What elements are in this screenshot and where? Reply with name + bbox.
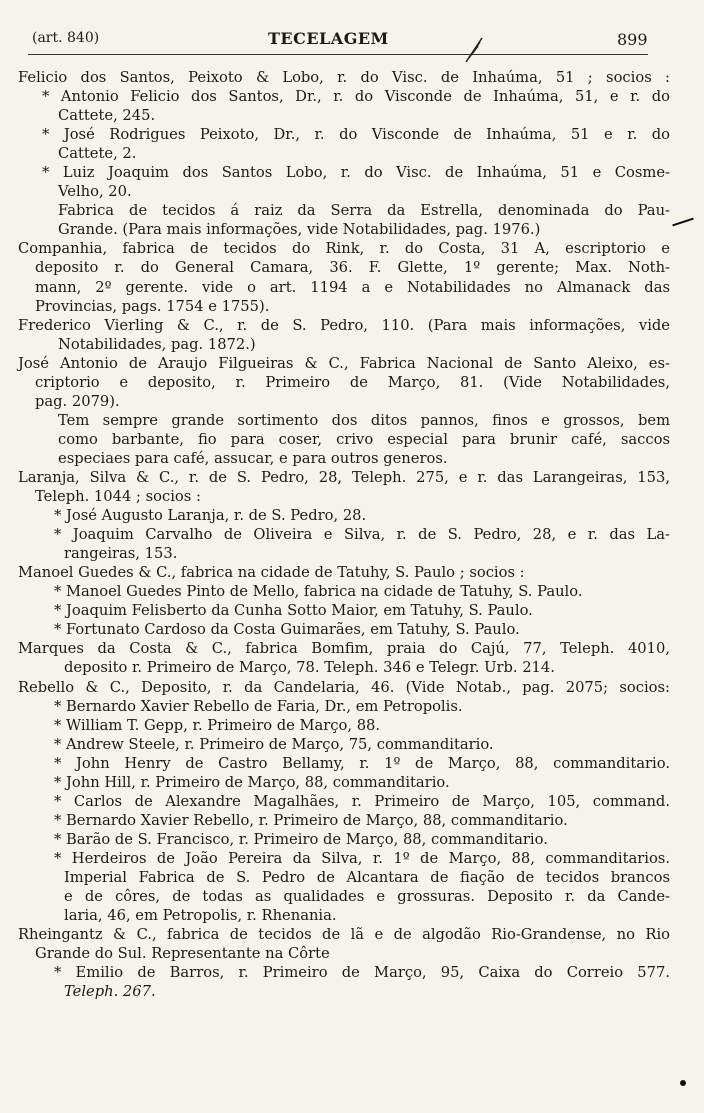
entry-line: * Luiz Joaquim dos Santos Lobo, r. do Visc. de Inhaúma, 51 e Cosme-	[42, 164, 670, 182]
header-rule	[28, 54, 648, 55]
entry-line: Imperial Fabrica de S. Pedro de Alcantara de fiação de tecidos brancos	[64, 868, 670, 886]
entry-line: Felicio dos Santos, Peixoto & Lobo, r. do Visc. de Inhaúma, 51 ; socios :	[18, 69, 670, 86]
entry-line: * Antonio Felicio dos Santos, Dr., r. do Visconde de Inhaúma, 51, e r. do	[42, 88, 670, 106]
entry-line: Frederico Vierling & C., r. de S. Pedro, 110. (Para mais informações, vide	[18, 316, 670, 334]
entry-line: * Carlos de Alexandre Magalhães, r. Primeiro de Março, 105, command.	[54, 792, 670, 810]
entry-line: laria, 46, em Petropolis, r. Rhenania.	[64, 907, 337, 925]
entry-line: Grande do Sul. Representante na Côrte	[35, 945, 330, 963]
entry-line: deposito r. Primeiro de Março, 78. Teleph. 346 e Telegr. Urb. 214.	[64, 659, 555, 677]
entry-line: * Manoel Guedes Pinto de Mello, fabrica na cidade de Tatuhy, S. Paulo.	[54, 583, 583, 601]
entry-line: * Bernardo Xavier Rebello, r. Primeiro de Março, 88, commanditario.	[54, 811, 568, 829]
page-header	[0, 0, 704, 70]
entry-line: Notabilidades, pag. 1872.)	[58, 335, 256, 353]
entry-line: Rebello & C., Deposito, r. da Candelaria, 46. (Vide Notab., pag. 2075; socios:	[18, 678, 670, 696]
entry-line: rangeiras, 153.	[64, 545, 178, 563]
entry-line: especiaes para café, assucar, e para outros generos.	[58, 449, 448, 467]
directory-listing	[0, 68, 704, 1001]
entry-line: * José Rodrigues Peixoto, Dr., r. do Visconde de Inhaúma, 51 e r. do	[42, 126, 670, 144]
page-title: TECELAGEM	[268, 29, 389, 48]
entry-line: como barbante, fio para coser, crivo especial para brunir café, saccos	[58, 430, 670, 448]
entry-line: * Andrew Steele, r. Primeiro de Março, 75, commanditario.	[54, 735, 494, 753]
entry-line: mann, 2º gerente. vide o art. 1194 a e Notabilidades no Almanack das	[35, 278, 670, 296]
entry-line: Rheingantz & C., fabrica de tecidos de lã e de algodão Rio-Grandense, no Rio	[18, 926, 670, 944]
entry-line: José Antonio de Araujo Filgueiras & C., Fabrica Nacional de Santo Aleixo, es-	[18, 354, 670, 372]
entry-line: * José Augusto Laranja, r. de S. Pedro, 28.	[54, 507, 367, 525]
entry-line: Cattete, 2.	[58, 145, 137, 163]
entry-line: Tem sempre grande sortimento dos ditos pannos, finos e grossos, bem	[58, 411, 670, 429]
entry-line: * Joaquim Carvalho de Oliveira e Silva, r. de S. Pedro, 28, e r. das La-	[54, 526, 670, 544]
entry-line: Fabrica de tecidos á raiz da Serra da Estrella, denominada do Pau-	[58, 202, 670, 220]
entry-line: * William T. Gepp, r. Primeiro de Março, 88.	[54, 716, 381, 734]
entry-line: criptorio e deposito, r. Primeiro de Março, 81. (Vide Notabilidades,	[35, 373, 670, 391]
entry-line: Velho, 20.	[58, 183, 132, 201]
entry-line: pag. 2079).	[35, 392, 120, 410]
ink-dot	[680, 1080, 686, 1086]
entry-line: * Fortunato Cardoso da Costa Guimarães, em Tatuhy, S. Paulo.	[54, 621, 520, 639]
entry-line: * Joaquim Felisberto da Cunha Sotto Maior, em Tatuhy, S. Paulo.	[54, 602, 533, 620]
entry-line: Marques da Costa & C., fabrica Bomfim, praia do Cajú, 77, Teleph. 4010,	[18, 640, 670, 658]
article-reference: (art. 840)	[32, 30, 100, 46]
entry-line: Provincias, pags. 1754 e 1755).	[35, 297, 270, 315]
entry-line: Teleph. 267.	[64, 983, 156, 1001]
entry-line: * Herdeiros de João Pereira da Silva, r. 1º de Março, 88, commanditarios.	[54, 849, 670, 867]
entry-line: Companhia, fabrica de tecidos do Rink, r. do Costa, 31 A, escriptorio e	[18, 240, 670, 258]
quill-mark-icon	[462, 36, 486, 64]
entry-line: * Barão de S. Francisco, r. Primeiro de Março, 88, commanditario.	[54, 830, 548, 848]
entry-line: Cattete, 245.	[58, 107, 156, 125]
page-number: 899	[617, 30, 648, 49]
entry-line: Teleph. 1044 ; socios :	[35, 488, 201, 506]
entry-line: Grande. (Para mais informações, vide Notabilidades, pag. 1976.)	[58, 221, 541, 239]
entry-line: deposito r. do General Camara, 36. F. Glette, 1º gerente; Max. Noth-	[35, 259, 670, 277]
entry-line: Laranja, Silva & C., r. de S. Pedro, 28, Teleph. 275, e r. das Larangeiras, 153,	[18, 468, 670, 486]
entry-line: e de côres, de todas as qualidades e grossuras. Deposito r. da Cande-	[64, 888, 670, 906]
entry-line: * John Hill, r. Primeiro de Março, 88, commanditario.	[54, 773, 450, 791]
entry-line: Manoel Guedes & C., fabrica na cidade de Tatuhy, S. Paulo ; socios :	[18, 564, 525, 582]
entry-line: * John Henry de Castro Bellamy, r. 1º de Março, 88, commanditario.	[54, 754, 670, 772]
entry-line: * Emilio de Barros, r. Primeiro de Março, 95, Caixa do Correio 577.	[54, 964, 670, 982]
entry-line: * Bernardo Xavier Rebello de Faria, Dr., em Petropolis.	[54, 697, 463, 715]
